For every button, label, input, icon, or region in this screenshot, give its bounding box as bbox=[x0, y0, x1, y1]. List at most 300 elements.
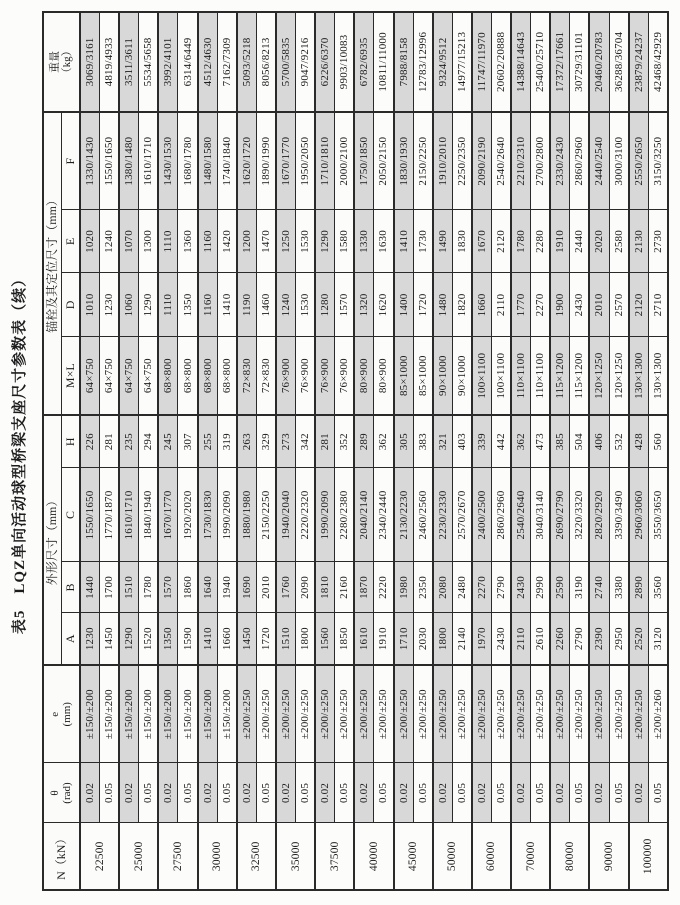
cell-F: 1610/1710 bbox=[139, 112, 159, 210]
table-row bbox=[237, 12, 257, 890]
cell-E: 1250 bbox=[276, 210, 296, 273]
cell-H: 339 bbox=[472, 415, 492, 468]
cell-ML: 64×750 bbox=[139, 337, 159, 415]
cell-theta: 0.02 bbox=[315, 763, 335, 823]
cell-D: 1240 bbox=[276, 273, 296, 337]
cell-F: 2250/2350 bbox=[452, 112, 472, 210]
col-header-C: C bbox=[61, 468, 80, 562]
cell-e: ±150/±200 bbox=[139, 665, 159, 763]
group-header-shape-dims: 外形尺寸（mm） bbox=[43, 415, 61, 665]
theta-unit: (rad) bbox=[60, 782, 73, 804]
cell-n: 50000 bbox=[433, 823, 472, 890]
table-row bbox=[217, 12, 237, 890]
cell-B: 2010 bbox=[256, 562, 276, 613]
cell-W: 3069/3161 bbox=[80, 12, 100, 112]
cell-e: ±150/±200 bbox=[100, 665, 120, 763]
cell-W: 14388/14643 bbox=[511, 12, 531, 112]
cell-theta: 0.05 bbox=[413, 763, 433, 823]
cell-theta: 0.05 bbox=[296, 763, 316, 823]
cell-H: 263 bbox=[237, 415, 257, 468]
cell-D: 1480 bbox=[433, 273, 453, 337]
cell-ML: 76×900 bbox=[296, 337, 316, 415]
cell-ML: 130×1300 bbox=[629, 337, 649, 415]
cell-D: 1620 bbox=[374, 273, 394, 337]
cell-B: 2430 bbox=[511, 562, 531, 613]
table-row bbox=[589, 12, 609, 890]
cell-B: 1640 bbox=[198, 562, 218, 613]
cell-F: 2330/2430 bbox=[550, 112, 570, 210]
cell-W: 5700/5835 bbox=[276, 12, 296, 112]
cell-B: 1570 bbox=[158, 562, 178, 613]
cell-H: 289 bbox=[354, 415, 374, 468]
cell-theta: 0.02 bbox=[394, 763, 414, 823]
cell-A: 1290 bbox=[119, 613, 139, 665]
cell-B: 1440 bbox=[80, 562, 100, 613]
cell-F: 1480/1580 bbox=[198, 112, 218, 210]
cell-theta: 0.05 bbox=[570, 763, 590, 823]
cell-B: 1760 bbox=[276, 562, 296, 613]
cell-C: 1550/1650 bbox=[80, 468, 100, 562]
table-row bbox=[354, 12, 374, 890]
cell-ML: 64×750 bbox=[119, 337, 139, 415]
cell-B: 2480 bbox=[452, 562, 472, 613]
cell-C: 3550/3650 bbox=[648, 468, 668, 562]
cell-D: 1770 bbox=[511, 273, 531, 337]
table-row bbox=[276, 12, 296, 890]
cell-E: 2730 bbox=[648, 210, 668, 273]
cell-W: 20602/20888 bbox=[491, 12, 511, 112]
cell-E: 1200 bbox=[237, 210, 257, 273]
table-row bbox=[158, 12, 178, 890]
cell-ML: 72×830 bbox=[237, 337, 257, 415]
cell-C: 2130/2230 bbox=[394, 468, 414, 562]
cell-theta: 0.05 bbox=[609, 763, 629, 823]
cell-D: 1900 bbox=[550, 273, 570, 337]
cell-W: 4512/4630 bbox=[198, 12, 218, 112]
cell-A: 1230 bbox=[80, 613, 100, 665]
cell-F: 1830/1930 bbox=[394, 112, 414, 210]
cell-A: 1350 bbox=[158, 613, 178, 665]
cell-F: 1380/1480 bbox=[119, 112, 139, 210]
cell-C: 1610/1710 bbox=[119, 468, 139, 562]
table-body bbox=[80, 12, 668, 890]
cell-ML: 85×1000 bbox=[394, 337, 414, 415]
cell-e: ±150/±200 bbox=[158, 665, 178, 763]
cell-F: 1740/1840 bbox=[217, 112, 237, 210]
cell-theta: 0.02 bbox=[276, 763, 296, 823]
cell-H: 383 bbox=[413, 415, 433, 468]
cell-C: 3220/3320 bbox=[570, 468, 590, 562]
table-row bbox=[570, 12, 590, 890]
cell-A: 2520 bbox=[629, 613, 649, 665]
cell-n: 80000 bbox=[550, 823, 589, 890]
cell-C: 1940/2040 bbox=[276, 468, 296, 562]
cell-C: 1920/2020 bbox=[178, 468, 198, 562]
cell-theta: 0.05 bbox=[217, 763, 237, 823]
col-header-MxL: M×L bbox=[61, 337, 80, 415]
cell-A: 1410 bbox=[198, 613, 218, 665]
cell-F: 2550/2650 bbox=[629, 112, 649, 210]
cell-B: 1940 bbox=[217, 562, 237, 613]
cell-A: 1450 bbox=[237, 613, 257, 665]
cell-D: 2570 bbox=[609, 273, 629, 337]
cell-ML: 64×750 bbox=[80, 337, 100, 415]
cell-n: 35000 bbox=[276, 823, 315, 890]
cell-B: 2890 bbox=[629, 562, 649, 613]
cell-A: 2030 bbox=[413, 613, 433, 665]
cell-H: 281 bbox=[100, 415, 120, 468]
cell-theta: 0.02 bbox=[550, 763, 570, 823]
cell-F: 1890/1990 bbox=[256, 112, 276, 210]
cell-A: 1910 bbox=[374, 613, 394, 665]
cell-W: 5093/5218 bbox=[237, 12, 257, 112]
cell-H: 403 bbox=[452, 415, 472, 468]
cell-B: 3560 bbox=[648, 562, 668, 613]
cell-n: 30000 bbox=[198, 823, 237, 890]
cell-ML: 68×800 bbox=[158, 337, 178, 415]
cell-F: 1910/2010 bbox=[433, 112, 453, 210]
cell-e: ±200/±250 bbox=[256, 665, 276, 763]
cell-E: 1110 bbox=[158, 210, 178, 273]
cell-E: 2580 bbox=[609, 210, 629, 273]
cell-e: ±150/±200 bbox=[178, 665, 198, 763]
cell-F: 2210/2310 bbox=[511, 112, 531, 210]
table-row bbox=[394, 12, 414, 890]
table-row bbox=[433, 12, 453, 890]
cell-C: 1880/1980 bbox=[237, 468, 257, 562]
cell-theta: 0.02 bbox=[354, 763, 374, 823]
cell-theta: 0.02 bbox=[119, 763, 139, 823]
cell-H: 255 bbox=[198, 415, 218, 468]
cell-A: 1590 bbox=[178, 613, 198, 665]
cell-A: 1800 bbox=[296, 613, 316, 665]
cell-F: 3000/3100 bbox=[609, 112, 629, 210]
cell-C: 2960/3060 bbox=[629, 468, 649, 562]
table-row bbox=[296, 12, 316, 890]
table-row bbox=[452, 12, 472, 890]
cell-W: 7162/7309 bbox=[217, 12, 237, 112]
cell-F: 1750/1850 bbox=[354, 112, 374, 210]
cell-A: 1520 bbox=[139, 613, 159, 665]
cell-F: 2440/2540 bbox=[589, 112, 609, 210]
cell-C: 2540/2640 bbox=[511, 468, 531, 562]
cell-n: 22500 bbox=[80, 823, 119, 890]
cell-ML: 68×800 bbox=[178, 337, 198, 415]
table-row bbox=[335, 12, 355, 890]
cell-W: 12783/12996 bbox=[413, 12, 433, 112]
cell-n: 90000 bbox=[589, 823, 628, 890]
cell-e: ±150/±200 bbox=[80, 665, 100, 763]
cell-D: 1720 bbox=[413, 273, 433, 337]
cell-F: 2150/2250 bbox=[413, 112, 433, 210]
cell-H: 245 bbox=[158, 415, 178, 468]
cell-H: 281 bbox=[315, 415, 335, 468]
cell-W: 9047/9216 bbox=[296, 12, 316, 112]
cell-B: 2270 bbox=[472, 562, 492, 613]
cell-e: ±200/±250 bbox=[413, 665, 433, 763]
cell-e: ±200/±250 bbox=[629, 665, 649, 763]
cell-B: 1700 bbox=[100, 562, 120, 613]
cell-C: 3040/3140 bbox=[531, 468, 551, 562]
cell-ML: 120×1250 bbox=[589, 337, 609, 415]
cell-D: 1010 bbox=[80, 273, 100, 337]
cell-W: 10811/11000 bbox=[374, 12, 394, 112]
cell-e: ±150/±200 bbox=[119, 665, 139, 763]
cell-ML: 115×1200 bbox=[550, 337, 570, 415]
cell-B: 2990 bbox=[531, 562, 551, 613]
cell-W: 6782/6935 bbox=[354, 12, 374, 112]
cell-W: 6314/6449 bbox=[178, 12, 198, 112]
cell-B: 2790 bbox=[491, 562, 511, 613]
cell-H: 226 bbox=[80, 415, 100, 468]
cell-E: 1410 bbox=[394, 210, 414, 273]
cell-A: 2140 bbox=[452, 613, 472, 665]
cell-D: 1230 bbox=[100, 273, 120, 337]
cell-D: 1460 bbox=[256, 273, 276, 337]
cell-D: 1110 bbox=[158, 273, 178, 337]
cell-theta: 0.02 bbox=[589, 763, 609, 823]
cell-D: 1190 bbox=[237, 273, 257, 337]
cell-ML: 76×900 bbox=[335, 337, 355, 415]
cell-H: 321 bbox=[433, 415, 453, 468]
table-row bbox=[178, 12, 198, 890]
cell-C: 1770/1870 bbox=[100, 468, 120, 562]
cell-e: ±200/±250 bbox=[570, 665, 590, 763]
cell-F: 1950/2050 bbox=[296, 112, 316, 210]
cell-e: ±150/±200 bbox=[217, 665, 237, 763]
cell-n: 32500 bbox=[237, 823, 276, 890]
cell-e: ±200/±250 bbox=[491, 665, 511, 763]
cell-H: 428 bbox=[629, 415, 649, 468]
cell-theta: 0.05 bbox=[178, 763, 198, 823]
cell-theta: 0.05 bbox=[491, 763, 511, 823]
cell-F: 2540/2640 bbox=[491, 112, 511, 210]
cell-B: 2160 bbox=[335, 562, 355, 613]
cell-e: ±200/±250 bbox=[589, 665, 609, 763]
col-header-F: F bbox=[61, 112, 80, 210]
table-row bbox=[629, 12, 649, 890]
table-row bbox=[491, 12, 511, 890]
cell-e: ±200/±250 bbox=[335, 665, 355, 763]
cell-D: 1410 bbox=[217, 273, 237, 337]
cell-H: 560 bbox=[648, 415, 668, 468]
cell-E: 2120 bbox=[491, 210, 511, 273]
cell-D: 1660 bbox=[472, 273, 492, 337]
cell-e: ±200/±250 bbox=[472, 665, 492, 763]
cell-C: 2220/2320 bbox=[296, 468, 316, 562]
cell-F: 2700/2800 bbox=[531, 112, 551, 210]
cell-e: ±200/±250 bbox=[511, 665, 531, 763]
cell-C: 1670/1770 bbox=[158, 468, 178, 562]
cell-W: 5534/5658 bbox=[139, 12, 159, 112]
cell-ML: 130×1300 bbox=[648, 337, 668, 415]
cell-H: 235 bbox=[119, 415, 139, 468]
weight-label: 重量 bbox=[49, 50, 62, 73]
col-header-B: B bbox=[61, 562, 80, 613]
cell-C: 2150/2250 bbox=[256, 468, 276, 562]
cell-B: 3380 bbox=[609, 562, 629, 613]
cell-E: 1300 bbox=[139, 210, 159, 273]
cell-A: 1970 bbox=[472, 613, 492, 665]
cell-B: 1860 bbox=[178, 562, 198, 613]
cell-ML: 76×900 bbox=[315, 337, 335, 415]
cell-A: 2790 bbox=[570, 613, 590, 665]
table-header bbox=[43, 12, 80, 890]
e-unit: (mm) bbox=[60, 702, 73, 727]
cell-A: 2260 bbox=[550, 613, 570, 665]
cell-B: 2350 bbox=[413, 562, 433, 613]
cell-B: 2590 bbox=[550, 562, 570, 613]
cell-A: 1660 bbox=[217, 613, 237, 665]
cell-C: 2340/2440 bbox=[374, 468, 394, 562]
cell-D: 2270 bbox=[531, 273, 551, 337]
cell-W: 7988/8158 bbox=[394, 12, 414, 112]
cell-H: 532 bbox=[609, 415, 629, 468]
cell-W: 36288/36704 bbox=[609, 12, 629, 112]
cell-W: 8056/8213 bbox=[256, 12, 276, 112]
cell-F: 3150/3250 bbox=[648, 112, 668, 210]
table-row bbox=[413, 12, 433, 890]
cell-e: ±200/±250 bbox=[276, 665, 296, 763]
table-row bbox=[550, 12, 570, 890]
cell-e: ±200/±250 bbox=[296, 665, 316, 763]
cell-A: 2110 bbox=[511, 613, 531, 665]
cell-C: 1990/2090 bbox=[217, 468, 237, 562]
cell-C: 2570/2670 bbox=[452, 468, 472, 562]
cell-H: 307 bbox=[178, 415, 198, 468]
cell-H: 504 bbox=[570, 415, 590, 468]
cell-E: 1580 bbox=[335, 210, 355, 273]
cell-theta: 0.02 bbox=[80, 763, 100, 823]
cell-ML: 100×1100 bbox=[472, 337, 492, 415]
cell-theta: 0.02 bbox=[433, 763, 453, 823]
cell-A: 1720 bbox=[256, 613, 276, 665]
cell-B: 2740 bbox=[589, 562, 609, 613]
cell-A: 2430 bbox=[491, 613, 511, 665]
table-row bbox=[198, 12, 218, 890]
cell-F: 2860/2960 bbox=[570, 112, 590, 210]
cell-E: 1670 bbox=[472, 210, 492, 273]
e-symbol: e bbox=[49, 711, 62, 717]
cell-W: 30729/31101 bbox=[570, 12, 590, 112]
cell-E: 1530 bbox=[296, 210, 316, 273]
cell-H: 329 bbox=[256, 415, 276, 468]
cell-E: 1730 bbox=[413, 210, 433, 273]
col-header-E: E bbox=[61, 210, 80, 273]
table-row bbox=[609, 12, 629, 890]
cell-D: 1290 bbox=[139, 273, 159, 337]
cell-H: 362 bbox=[511, 415, 531, 468]
cell-theta: 0.05 bbox=[648, 763, 668, 823]
cell-C: 1990/2090 bbox=[315, 468, 335, 562]
cell-ML: 85×1000 bbox=[413, 337, 433, 415]
cell-n: 40000 bbox=[354, 823, 393, 890]
table-row bbox=[139, 12, 159, 890]
cell-F: 2050/2150 bbox=[374, 112, 394, 210]
page-title: 表5 LQZ单向活动球型桥梁支座尺寸参数表（续） bbox=[12, 270, 28, 635]
cell-W: 9324/9512 bbox=[433, 12, 453, 112]
cell-H: 385 bbox=[550, 415, 570, 468]
cell-B: 2080 bbox=[433, 562, 453, 613]
cell-B: 2090 bbox=[296, 562, 316, 613]
cell-E: 1830 bbox=[452, 210, 472, 273]
cell-F: 1710/1810 bbox=[315, 112, 335, 210]
cell-F: 1620/1720 bbox=[237, 112, 257, 210]
cell-e: ±200/±250 bbox=[609, 665, 629, 763]
cell-E: 1160 bbox=[198, 210, 218, 273]
cell-ML: 90×1000 bbox=[433, 337, 453, 415]
table-row bbox=[100, 12, 120, 890]
cell-ML: 110×1100 bbox=[511, 337, 531, 415]
cell-F: 1430/1530 bbox=[158, 112, 178, 210]
table-row bbox=[119, 12, 139, 890]
cell-C: 2280/2380 bbox=[335, 468, 355, 562]
cell-A: 1510 bbox=[276, 613, 296, 665]
cell-ML: 64×750 bbox=[100, 337, 120, 415]
cell-ML: 120×1250 bbox=[609, 337, 629, 415]
cell-ML: 80×900 bbox=[374, 337, 394, 415]
cell-H: 473 bbox=[531, 415, 551, 468]
cell-A: 1450 bbox=[100, 613, 120, 665]
cell-D: 1160 bbox=[198, 273, 218, 337]
cell-E: 1490 bbox=[433, 210, 453, 273]
cell-e: ±200/±250 bbox=[354, 665, 374, 763]
cell-F: 1550/1650 bbox=[100, 112, 120, 210]
cell-theta: 0.05 bbox=[452, 763, 472, 823]
cell-theta: 0.02 bbox=[237, 763, 257, 823]
table-row bbox=[315, 12, 335, 890]
cell-D: 2710 bbox=[648, 273, 668, 337]
cell-theta: 0.05 bbox=[374, 763, 394, 823]
cell-B: 1980 bbox=[394, 562, 414, 613]
cell-E: 1630 bbox=[374, 210, 394, 273]
cell-ML: 110×1100 bbox=[531, 337, 551, 415]
cell-D: 2010 bbox=[589, 273, 609, 337]
cell-W: 3992/4101 bbox=[158, 12, 178, 112]
table-row bbox=[648, 12, 668, 890]
cell-E: 1780 bbox=[511, 210, 531, 273]
cell-D: 1280 bbox=[315, 273, 335, 337]
cell-B: 1810 bbox=[315, 562, 335, 613]
cell-e: ±200/±250 bbox=[315, 665, 335, 763]
cell-D: 1320 bbox=[354, 273, 374, 337]
cell-W: 23879/24237 bbox=[629, 12, 649, 112]
cell-E: 1470 bbox=[256, 210, 276, 273]
cell-e: ±200/±250 bbox=[452, 665, 472, 763]
cell-W: 17372/17661 bbox=[550, 12, 570, 112]
col-header-weight bbox=[43, 12, 80, 112]
bearing-spec-table bbox=[42, 11, 669, 891]
table-row bbox=[511, 12, 531, 890]
cell-H: 319 bbox=[217, 415, 237, 468]
cell-A: 1800 bbox=[433, 613, 453, 665]
cell-H: 342 bbox=[296, 415, 316, 468]
cell-C: 2820/2920 bbox=[589, 468, 609, 562]
cell-W: 3511/3611 bbox=[119, 12, 139, 112]
cell-B: 1510 bbox=[119, 562, 139, 613]
theta-symbol: θ bbox=[49, 790, 62, 796]
cell-H: 406 bbox=[589, 415, 609, 468]
cell-e: ±200/±250 bbox=[394, 665, 414, 763]
col-header-theta bbox=[43, 763, 80, 823]
cell-e: ±200/±260 bbox=[648, 665, 668, 763]
cell-B: 1870 bbox=[354, 562, 374, 613]
col-header-e bbox=[43, 665, 80, 763]
cell-n: 25000 bbox=[119, 823, 158, 890]
cell-D: 1400 bbox=[394, 273, 414, 337]
col-header-H: H bbox=[61, 415, 80, 468]
cell-A: 2950 bbox=[609, 613, 629, 665]
